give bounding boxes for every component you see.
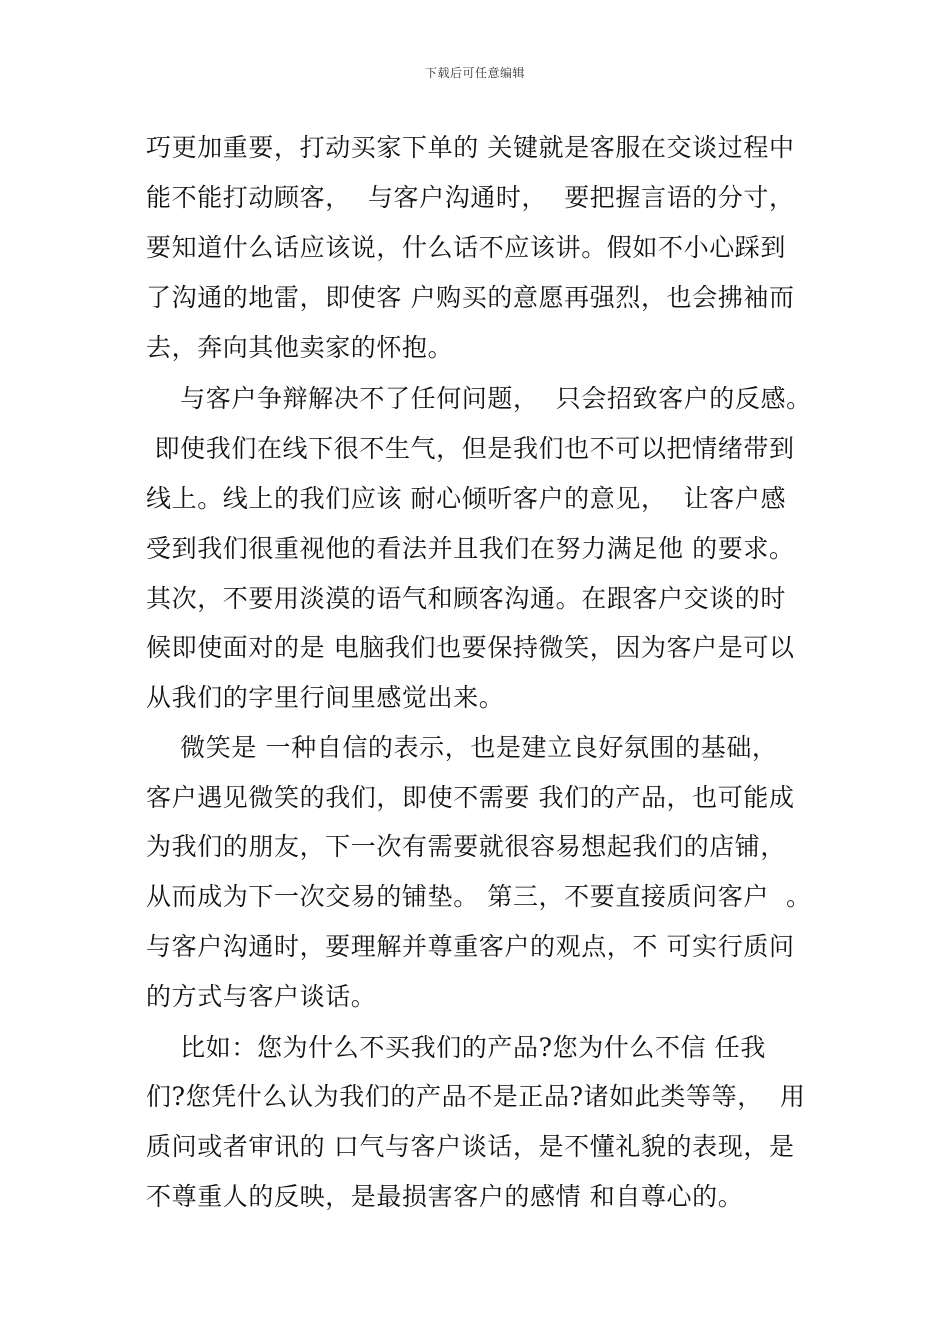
text-line: 与客户沟通时，要理解并尊重客户的观点，不 可实行质问 <box>146 932 795 961</box>
text-line: 受到我们很重视他的看法并且我们在努力满足他 的要求。 <box>146 534 795 563</box>
text-line: 与客户争辩解决不了任何问题， 只会招致客户的反感。 <box>146 384 812 413</box>
page-header: 下载后可任意编辑 <box>424 66 525 80</box>
text-line: 能不能打动顾客， 与客户沟通时， 要把握言语的分寸， <box>146 183 795 212</box>
text-line: 其次，不要用淡漠的语气和顾客沟通。在跟客户交谈的时 <box>146 584 787 613</box>
text-line: 巧更加重要，打动买家下单的 关键就是客服在交谈过程中 <box>146 133 795 162</box>
text-line: 了沟通的地雷，即使客 户购买的意愿再强烈，也会拂袖而 <box>146 283 795 312</box>
text-line: 即使我们在线下很不生气，但是我们也不可以把情绪带到 <box>146 434 795 463</box>
text-line: 从我们的字里行间里感觉出来。 <box>146 683 505 712</box>
text-line: 不尊重人的反映，是最损害客户的感情 和自尊心的。 <box>146 1182 744 1211</box>
text-line: 要知道什么话应该说，什么话不应该讲。假如不小心踩到 <box>146 233 787 262</box>
text-line: 从而成为下一次交易的铺垫。 第三，不要直接质问客户 。 <box>146 882 812 911</box>
text-line: 的方式与客户谈话。 <box>146 982 377 1011</box>
text-line: 比如：您为什么不买我们的产品?您为什么不信 任我 <box>146 1033 766 1062</box>
text-line: 候即使面对的是 电脑我们也要保持微笑，因为客户是可以 <box>146 633 795 662</box>
text-line: 去，奔向其他卖家的怀抱。 <box>146 333 454 362</box>
text-line: 客户遇见微笑的我们，即使不需要 我们的产品，也可能成 <box>146 783 795 812</box>
text-line: 们?您凭什么认为我们的产品不是正品?诸如此类等等， 用 <box>146 1082 806 1111</box>
text-line: 线上。线上的我们应该 耐心倾听客户的意见， 让客户感 <box>146 484 787 513</box>
text-line: 为我们的朋友，下一次有需要就很容易想起我们的店铺， <box>146 832 787 861</box>
text-line: 质问或者审讯的 口气与客户谈话，是不懂礼貌的表现，是 <box>146 1132 795 1161</box>
text-line: 微笑是 一种自信的表示，也是建立良好氛围的基础， <box>146 733 778 762</box>
